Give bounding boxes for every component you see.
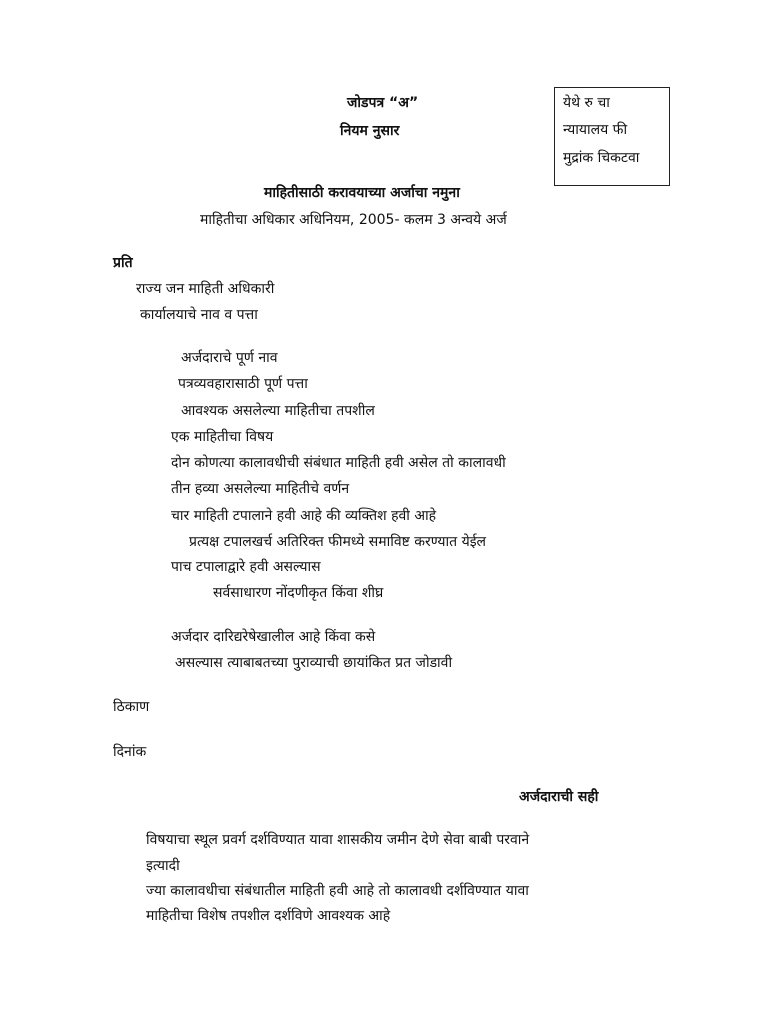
note-line: विषयाचा स्थूल प्रवर्ग दर्शविण्यात यावा शासकीय जमीन देणे सेवा बाबी परवाने <box>146 832 530 848</box>
bpl-proof-line: असल्यास त्याबाबतच्या पुराव्याची छायांकित प्रत जोडावी <box>175 655 453 671</box>
form-subtitle: माहितीचा अधिकार अधिनियम, 2005- कलम 3 अन्वये अर्ज <box>200 212 507 228</box>
item-three: तीन हव्या असलेल्या माहितीचे वर्णन <box>171 481 350 497</box>
form-title: माहितीसाठी करावयाच्या अर्जाचा नमुना <box>264 185 460 201</box>
to-label: प्रति <box>113 255 133 271</box>
item-four: चार माहिती टपालाने हवी आहे की व्यक्तिश हवी आहे <box>171 508 437 524</box>
note-line: इत्यादी <box>146 858 180 874</box>
note-line: ज्या कालावधीचा संबंधातील माहिती हवी आहे तो कालावधी दर्शविण्यात यावा <box>146 883 529 899</box>
date-label: दिनांक <box>113 744 147 760</box>
office-address-line: कार्यालयाचे नाव व पत्ता <box>140 307 258 323</box>
place-label: ठिकाण <box>113 699 150 715</box>
stamp-box-line: येथे रु चा <box>563 95 610 111</box>
item-one: एक माहितीचा विषय <box>171 429 274 445</box>
item-five: पाच टपालाद्वारे हवी असल्यास <box>171 559 321 575</box>
stamp-box-line: मुद्रांक चिकटवा <box>563 150 640 166</box>
applicant-address-field: पत्रव्यवहारासाठी पूर्ण पत्ता <box>178 376 308 392</box>
bpl-line: अर्जदार दारिद्यरेषेखालील आहे किंवा कसे <box>171 629 376 645</box>
signature-label: अर्जदाराची सही <box>519 789 599 805</box>
officer-line: राज्य जन माहिती अधिकारी <box>136 281 275 297</box>
item-two: दोन कोणत्या कालावधीची संबंधात माहिती हवी असेल तो कालावधी <box>171 455 506 471</box>
court-fee-stamp-box <box>554 87 670 186</box>
item-five-note: सर्वसाधारण नोंदणीकृत किंवा शीघ्र <box>213 585 384 601</box>
applicant-name-field: अर्जदाराचे पूर्ण नाव <box>181 350 278 366</box>
info-details-field: आवश्यक असलेल्या माहितीचा तपशील <box>181 403 375 419</box>
stamp-box-line: न्यायालय फी <box>563 122 628 138</box>
annexure-heading: जोडपत्र “अ” <box>347 95 419 111</box>
note-line: माहितीचा विशेष तपशील दर्शविणे आवश्यक आहे <box>146 908 391 924</box>
item-four-note: प्रत्यक्ष टपालखर्च अतिरिक्त फीमध्ये समाविष्ट करण्यात येईल <box>189 534 487 550</box>
rule-heading: नियम नुसार <box>340 123 400 139</box>
